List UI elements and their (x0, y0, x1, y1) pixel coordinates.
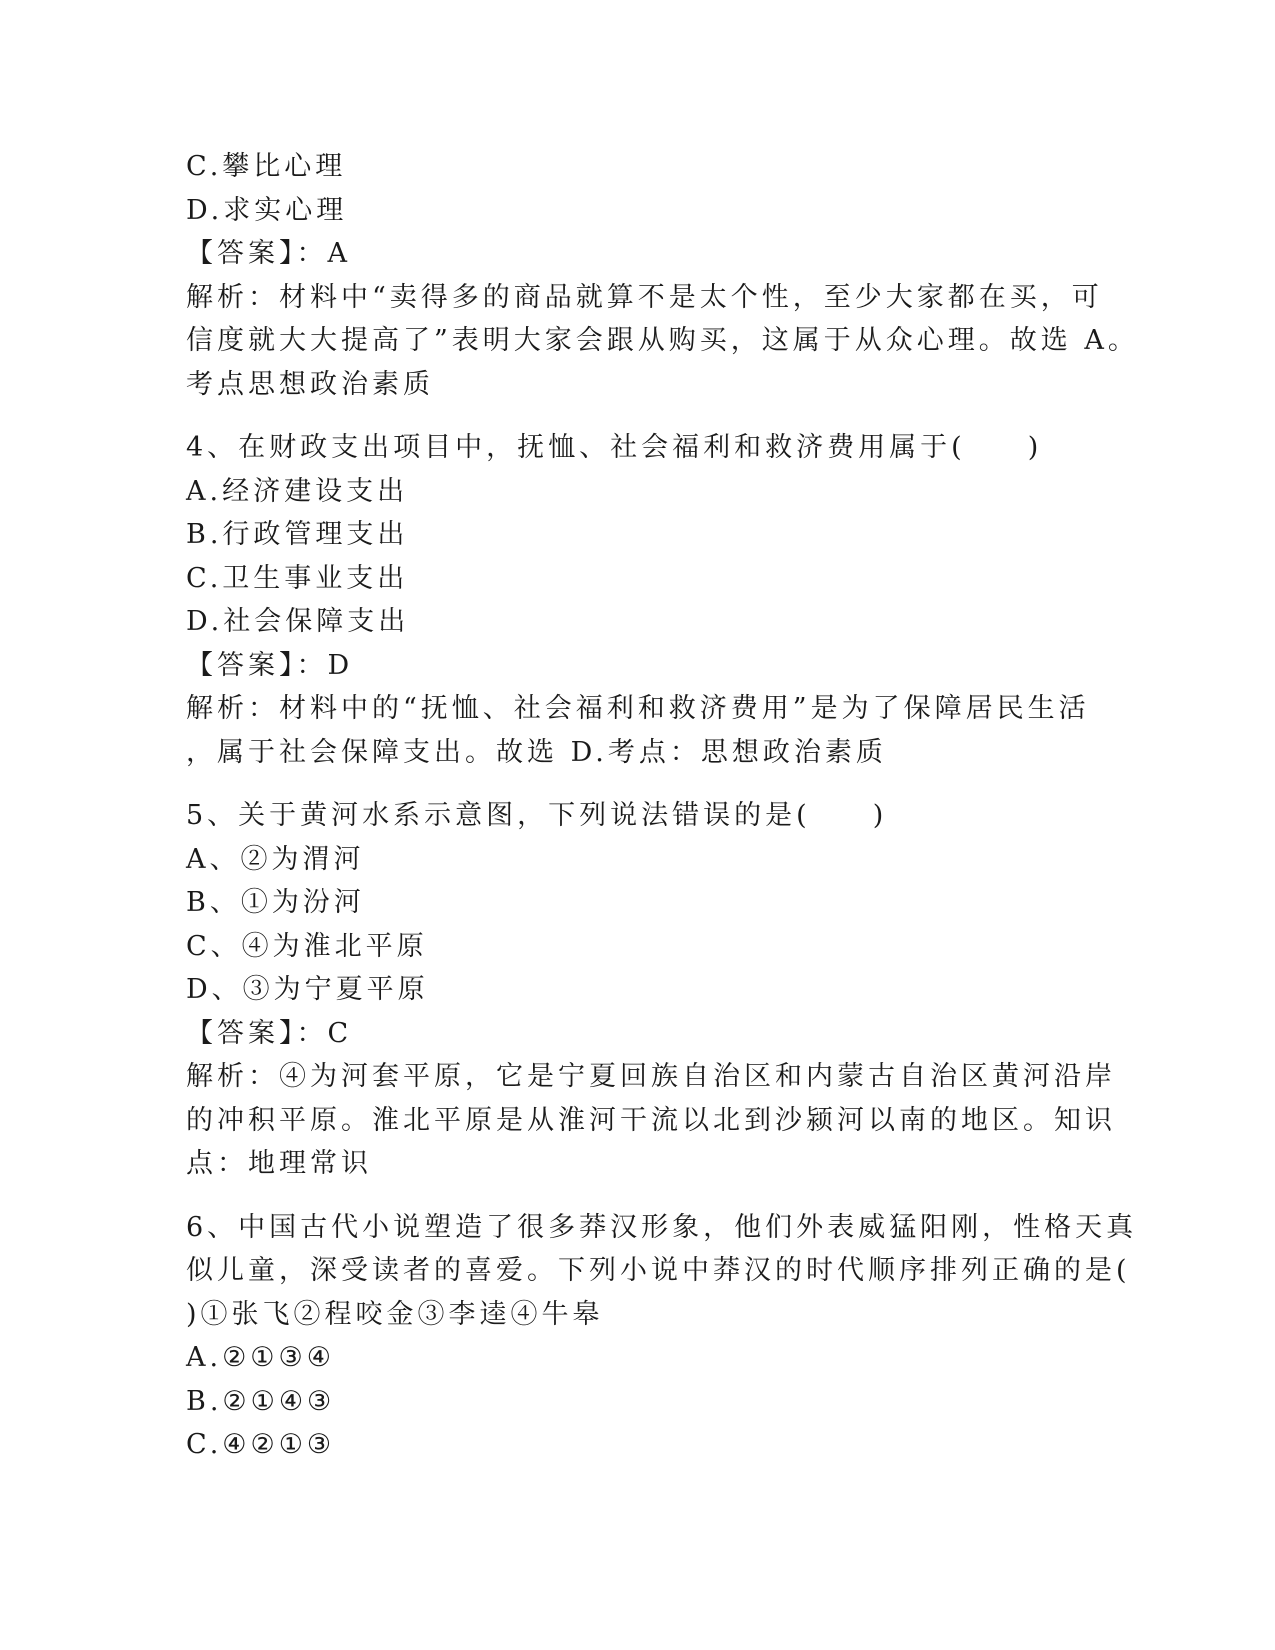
q6-option-c: C.④②①③ (186, 1429, 336, 1460)
q3-analysis-line-1: 解析：材料中“卖得多的商品就算不是太个性，至少大家都在买，可 (186, 281, 1103, 313)
q5-analysis-line-2: 的冲积平原。淮北平原是从淮河干流以北到沙颍河以南的地区。知识 (186, 1104, 1116, 1136)
q6-question-line-3: )①张飞②程咬金③李逵④牛皋 (186, 1298, 604, 1330)
q3-analysis-line-3: 考点思想政治素质 (186, 368, 434, 400)
q6-option-b: B.②①④③ (186, 1385, 336, 1417)
q3-answer: 【答案】：A (186, 238, 351, 269)
q5-analysis-line-1: 解析：④为河套平原，它是宁夏回族自治区和内蒙古自治区黄河沿岸 (186, 1061, 1116, 1092)
q4-question: 4、在财政支出项目中，抚恤、社会福利和救济费用属于( ) (186, 432, 1043, 463)
q5-answer: 【答案】：C (186, 1017, 353, 1049)
q5-analysis-line-3: 点：地理常识 (186, 1148, 372, 1179)
document-page (186, 145, 1139, 1467)
q4-option-c: C.卫生事业支出 (186, 562, 409, 594)
q5-option-d: D、③为宁夏平原 (186, 974, 429, 1005)
q5-option-a: A、②为渭河 (186, 843, 365, 875)
q4-option-d: D.社会保障支出 (186, 606, 410, 637)
q3-analysis-line-2: 信度就大大提高了”表明大家会跟从购买，这属于从众心理。故选 A。 (186, 325, 1139, 356)
q3-option-d: D.求实心理 (186, 194, 348, 226)
q3-option-c: C.攀比心理 (186, 151, 347, 182)
q4-option-a: A.经济建设支出 (186, 475, 409, 507)
q6-option-a: A.②①③④ (186, 1342, 335, 1373)
q6-question-line-2: 似儿童，深受读者的喜爱。下列小说中莽汉的时代顺序排列正确的是( (186, 1255, 1131, 1286)
q5-option-b: B、①为汾河 (186, 887, 365, 918)
q5-question: 5、关于黄河水系示意图，下列说法错误的是( ) (186, 800, 888, 831)
q6-question-line-1: 6、中国古代小说塑造了很多莽汉形象，他们外表威猛阳刚，性格天真 (186, 1211, 1138, 1243)
q4-answer: 【答案】：D (186, 649, 354, 681)
q5-option-c: C、④为淮北平原 (186, 930, 428, 962)
q4-analysis-line-1: 解析：材料中的“抚恤、社会福利和救济费用”是为了保障居民生活 (186, 693, 1090, 724)
q4-option-b: B.行政管理支出 (186, 519, 409, 550)
q4-analysis-line-2: ，属于社会保障支出。故选 D.考点：思想政治素质 (186, 736, 887, 768)
